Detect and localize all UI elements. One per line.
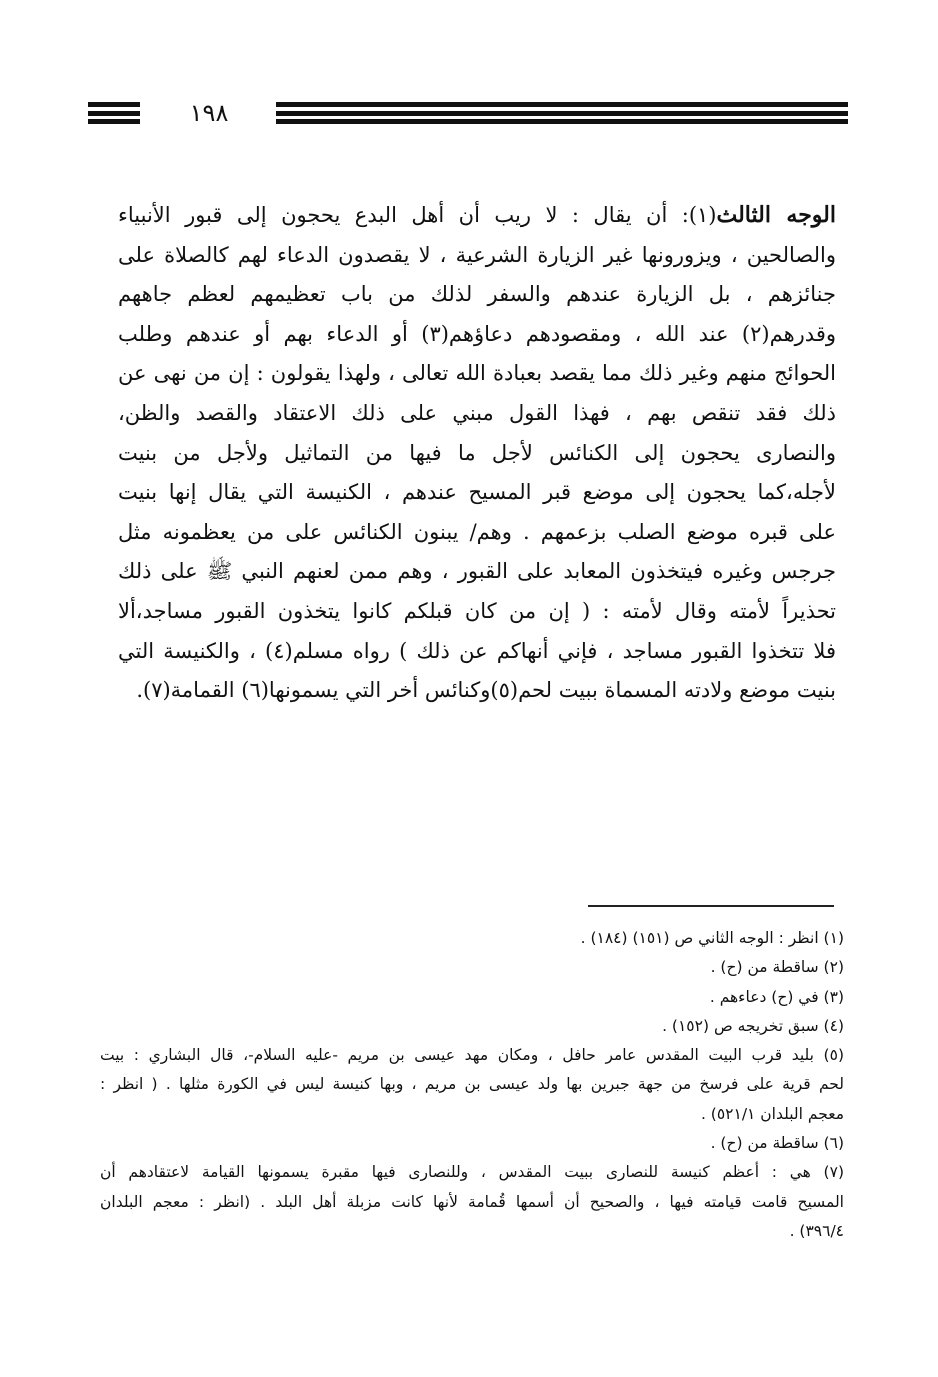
footnote-line: (٢) ساقطة من (ح) . bbox=[710, 958, 844, 977]
text-line: بنيت موضع ولادته المسماة ببيت لحم(٥)وكنائس أخر التي يسمونها(٦) القمامة(٧). bbox=[136, 678, 836, 703]
main-text bbox=[118, 196, 836, 711]
text-line: فلا تتخذوا القبور مساجد ، فإني أنهاكم عن ذلك ) رواه مسلم(٤) ، والكنيسة التي bbox=[118, 638, 836, 663]
text-line: وقدرهم(٢) عند الله ، ومقصودهم دعاؤهم(٣) أو الدعاء بهم أو عندهم وطلب bbox=[118, 321, 836, 346]
header-rule-long bbox=[276, 102, 848, 107]
section-lead: الوجه الثالث bbox=[716, 202, 836, 228]
footnote-line: لحم قرية على فرسخ من جهة جبرين بها ولد عيسى بن مريم ، وبها كنيسة ليس في الكورة مثلها . ( انظر : bbox=[100, 1075, 844, 1094]
footnote-line: (٦) ساقطة من (ح) . bbox=[710, 1134, 844, 1153]
header-rule-short bbox=[88, 119, 140, 124]
text-line: الوجه الثالث(١): أن يقال : لا ريب أن أهل البدع يحجون إلى قبور الأنبياء bbox=[118, 202, 836, 228]
text-line: الحوائج منهم وغير ذلك مما يقصد بعبادة الله تعالى ، ولهذا يقولون : إن من نهى عن bbox=[118, 361, 836, 386]
footnote-line: (٧) هي : أعظم كنيسة للنصارى ببيت المقدس ، وللنصارى فيها مقبرة يسمونها القيامة لاعتقادهم أن bbox=[100, 1163, 844, 1182]
text-line: جنائزهم ، بل الزيارة عندهم والسفر لذلك من باب تعظيمهم لعظم جاههم bbox=[118, 282, 836, 307]
header-rule-short bbox=[88, 111, 140, 116]
footnote-separator bbox=[588, 905, 834, 907]
page-header bbox=[88, 96, 848, 130]
footnote-line: المسيح قامت قيامته فيها ، والصحيح أن أسمها قُمامة لأنها كانت مزبلة أهل البلد . (انظر : معجم البلدان bbox=[100, 1192, 844, 1211]
footnote-line: ٣٩٦/٤) . bbox=[789, 1221, 844, 1240]
text-line: والنصارى يحجون إلى الكنائس لأجل ما فيها من التماثيل ولأجل من بنيت bbox=[118, 440, 836, 465]
footnotes bbox=[100, 924, 844, 1246]
footnote-line: (٣) في (ح) دعاءهم . bbox=[709, 987, 844, 1006]
text-line: لأجله،كما يحجون إلى موضع قبر المسيح عندهم ، الكنيسة التي يقال إنها بنيت bbox=[118, 480, 836, 505]
text-line: والصالحين ، ويزورونها غير الزيارة الشرعية ، لا يقصدون الدعاء لهم كالصلاة على bbox=[118, 242, 836, 267]
footnote-line: (٤) سبق تخريجه ص (١٥٢) . bbox=[662, 1016, 844, 1035]
header-rule-short bbox=[88, 102, 140, 107]
text-line: على قبره موضع الصلب بزعمهم . وهم/ يبنون الكنائس على من يعظمونه مثل bbox=[118, 519, 836, 544]
header-rule-long bbox=[276, 119, 848, 124]
footnote-line: معجم البلدان ٥٢١/١) . bbox=[700, 1104, 844, 1123]
footnote-line: (٥) بليد قرب البيت المقدس عامر حافل ، ومكان مهد عيسى بن مريم -عليه السلام-، قال البشاري : بيت bbox=[100, 1046, 844, 1065]
header-rule-long bbox=[276, 111, 848, 116]
text-line: ذلك فقد تنقص بهم ، فهذا القول مبني على ذلك الاعتقاد والقصد والظن، bbox=[118, 400, 836, 425]
footnote-line: (١) انظر : الوجه الثاني ص (١٥١) (١٨٤) . bbox=[580, 929, 844, 947]
text-line: جرجس وغيره فيتخذون المعابد على القبور ، وهم ممن لعنهم النبي ﷺ على ذلك bbox=[118, 559, 836, 584]
page-number: ١٩٨ bbox=[189, 99, 229, 127]
text-line: تحذيراً لأمته وقال لأمته : ( إن من كان قبلكم كانوا يتخذون القبور مساجد،ألا bbox=[118, 598, 836, 623]
